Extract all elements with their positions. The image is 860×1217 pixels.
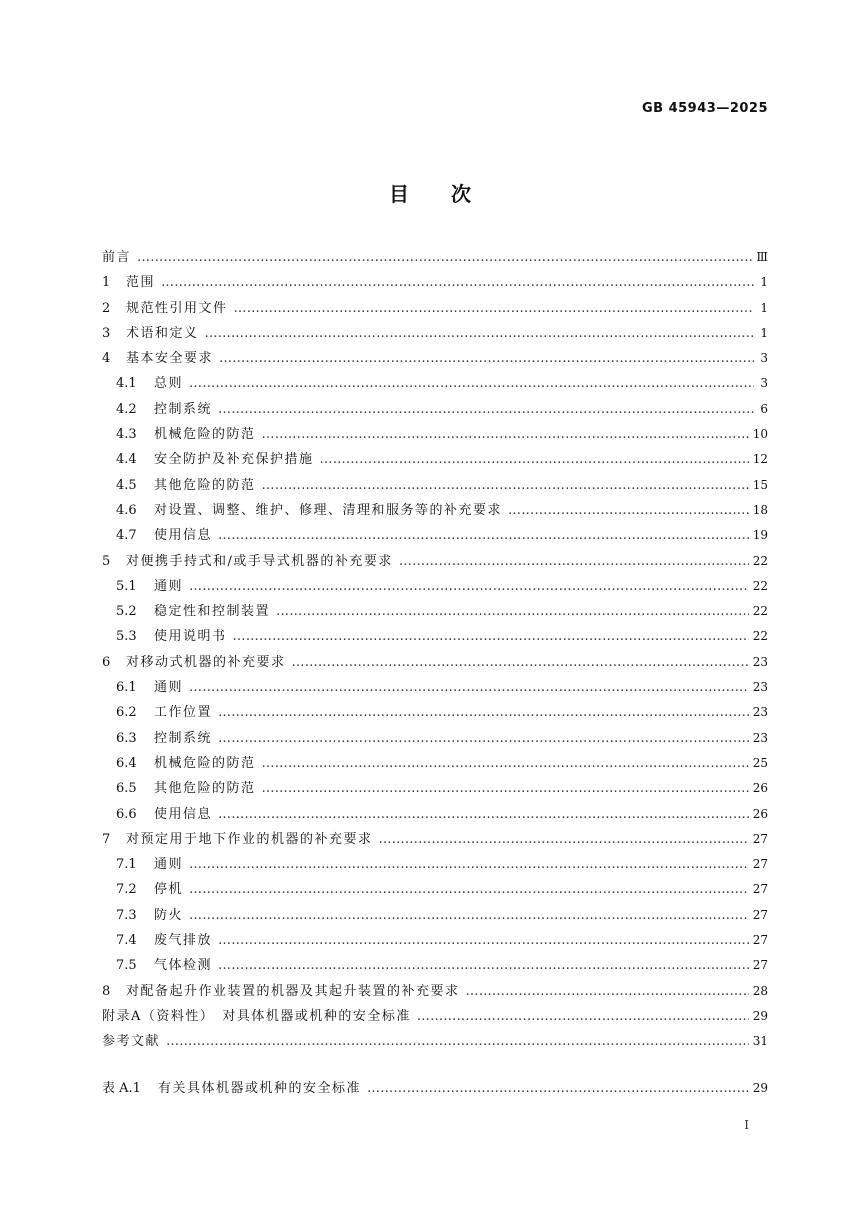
toc-entry[interactable] [102, 903, 768, 928]
toc-entry-label: 附录A（资料性） 对具体机器或机种的安全标准 [102, 1008, 411, 1024]
dot-leader [262, 751, 749, 776]
toc-entry-number: 7 [102, 831, 111, 847]
toc-entry-number: 5.1 [116, 578, 137, 594]
toc-entry-page: 22 [752, 553, 768, 568]
toc-entry-page: 26 [752, 806, 768, 821]
toc-entry-page: 27 [752, 831, 768, 846]
dot-leader [262, 776, 749, 801]
toc-entry-page: 22 [752, 604, 768, 619]
toc-entry-page: 27 [752, 857, 768, 872]
toc-entry-page: 3 [760, 376, 768, 391]
toc-entry-label: 其他危险的防范 [154, 781, 256, 797]
toc-entry-label: 通则 [154, 857, 184, 873]
toc-entry[interactable] [102, 1004, 768, 1029]
toc-entry-number: 8 [102, 983, 111, 999]
toc-entry-page: 31 [752, 1034, 768, 1049]
toc-entry[interactable] [102, 827, 768, 852]
toc-entry-number: 7.2 [116, 882, 137, 898]
toc-entry-page: 19 [752, 528, 768, 543]
toc-entry[interactable] [102, 574, 768, 599]
toc-entry-page: 23 [752, 680, 768, 695]
toc-entry-label: 其他危险的防范 [154, 477, 256, 493]
toc-entry-number: 7.1 [116, 857, 137, 873]
toc-entry-page: 25 [752, 755, 768, 770]
toc-entry-label: 对移动式机器的补充要求 [126, 654, 286, 670]
toc-entry-page: 23 [752, 705, 768, 720]
toc-entry-number: 6 [102, 654, 111, 670]
toc-entry-page: 18 [752, 502, 768, 517]
toc-entry-page: Ⅲ [756, 250, 768, 264]
toc-entry-number: 6.4 [116, 755, 137, 771]
dot-leader [137, 245, 752, 270]
toc-entry-number: 6.3 [116, 730, 137, 746]
toc-entry-label: 气体检测 [154, 958, 213, 974]
toc-entry-label: 基本安全要求 [126, 351, 214, 367]
dot-leader [262, 422, 749, 447]
toc-entry-number: 5.2 [116, 604, 137, 620]
dot-leader [276, 599, 749, 624]
dot-leader [189, 877, 749, 902]
toc-entry-label: 对便携手持式和/或手导式机器的补充要求 [126, 553, 393, 569]
toc-entry[interactable] [102, 726, 768, 751]
toc-entry-label: 通则 [154, 578, 184, 594]
toc-entry[interactable] [102, 700, 768, 725]
toc-entry-label: 参考文献 [102, 1034, 161, 1050]
page-title: 目次 [389, 182, 513, 206]
toc-entry-label: 控制系统 [154, 401, 213, 417]
dot-leader [218, 700, 749, 725]
toc-entry[interactable] [102, 852, 768, 877]
toc-entry[interactable] [102, 624, 768, 649]
toc-entry-page: 22 [752, 629, 768, 644]
toc-entry-page: 27 [752, 907, 768, 922]
dot-leader [508, 498, 749, 523]
dot-leader [218, 726, 749, 751]
dot-leader [292, 650, 749, 675]
toc-entry-page: 23 [752, 654, 768, 669]
dot-leader [189, 574, 749, 599]
toc-entry-label: 控制系统 [154, 730, 213, 746]
toc-entry-page: 15 [752, 477, 768, 492]
toc-entry-page: 1 [760, 300, 768, 315]
dot-leader [367, 1076, 749, 1101]
toc-entry[interactable] [102, 296, 768, 321]
standard-number: GB 45943—2025 [641, 101, 768, 116]
toc-entry-page: 23 [752, 730, 768, 745]
toc-entry-label: 使用说明书 [154, 629, 227, 645]
toc-entry-number: 6.5 [116, 781, 137, 797]
table-index [102, 1076, 768, 1101]
dot-leader [189, 675, 749, 700]
toc-entry-label: 通则 [154, 680, 184, 696]
toc-entry-page: 26 [752, 781, 768, 796]
toc-entry-label: 防火 [154, 907, 184, 923]
toc-entry[interactable] [102, 1076, 768, 1101]
dot-leader [166, 1029, 749, 1054]
footer-page-number: I [744, 1118, 749, 1132]
dot-leader [161, 270, 754, 295]
dot-leader [189, 371, 754, 396]
toc-entry-label: 工作位置 [154, 705, 213, 721]
table-of-contents [102, 245, 768, 1055]
toc-entry-label: 前言 [102, 250, 132, 265]
toc-entry-label: 范围 [126, 275, 156, 291]
toc-entry-number: 3 [102, 325, 111, 341]
toc-entry-page: 3 [760, 351, 768, 366]
toc-entry-page: 27 [752, 958, 768, 973]
dot-leader [218, 523, 749, 548]
dot-leader [234, 296, 754, 321]
toc-entry[interactable] [102, 776, 768, 801]
toc-entry[interactable] [102, 498, 768, 523]
toc-entry-label: 对预定用于地下作业的机器的补充要求 [126, 831, 373, 847]
toc-entry-page: 27 [752, 933, 768, 948]
toc-entry-number: 2 [102, 300, 111, 316]
toc-entry-page: 12 [752, 452, 768, 467]
toc-entry[interactable] [102, 523, 768, 548]
toc-entry-label: 安全防护及补充保护措施 [154, 452, 314, 468]
dot-leader [466, 979, 749, 1004]
toc-entry-number: 7.3 [116, 907, 137, 923]
dot-leader [189, 903, 749, 928]
toc-entry-number: 7.5 [116, 958, 137, 974]
toc-entry-label: 使用信息 [154, 528, 213, 544]
toc-entry-label: 机械危险的防范 [154, 427, 256, 443]
toc-entry[interactable] [102, 979, 768, 1004]
toc-entry[interactable] [102, 447, 768, 472]
toc-entry-label: 规范性引用文件 [126, 300, 228, 316]
toc-entry-label: 使用信息 [154, 806, 213, 822]
toc-entry[interactable] [102, 245, 768, 270]
toc-entry[interactable] [102, 802, 768, 827]
toc-entry-label: 废气排放 [154, 933, 213, 949]
toc-entry-page: 1 [760, 275, 768, 290]
toc-entry-page: 6 [760, 401, 768, 416]
toc-entry[interactable] [102, 270, 768, 295]
toc-entry[interactable] [102, 599, 768, 624]
toc-entry-label: 对配备起升作业装置的机器及其起升装置的补充要求 [126, 983, 460, 999]
toc-entry[interactable] [102, 346, 768, 371]
toc-entry[interactable] [102, 675, 768, 700]
toc-entry-page: 28 [752, 983, 768, 998]
toc-entry-page: 29 [752, 1081, 768, 1095]
toc-entry-number: 6.2 [116, 705, 137, 721]
dot-leader [218, 928, 749, 953]
toc-entry-number: 1 [102, 275, 111, 291]
dot-leader [218, 802, 749, 827]
toc-entry-number: 表 A.1 [102, 1081, 141, 1096]
toc-entry[interactable] [102, 371, 768, 396]
toc-entry-label: 总则 [154, 376, 184, 392]
toc-entry-number: 5.3 [116, 629, 137, 645]
toc-entry[interactable] [102, 877, 768, 902]
toc-entry-page: 1 [760, 325, 768, 340]
toc-entry-page: 29 [752, 1008, 768, 1023]
toc-entry-page: 22 [752, 578, 768, 593]
toc-entry-label: 有关具体机器或机种的安全标准 [158, 1081, 362, 1096]
toc-entry[interactable] [102, 549, 768, 574]
dot-leader [417, 1004, 749, 1029]
toc-entry[interactable] [102, 953, 768, 978]
toc-entry-page: 10 [752, 427, 768, 442]
toc-entry-label: 术语和定义 [126, 325, 199, 341]
toc-entry-page: 27 [752, 882, 768, 897]
dot-leader [219, 346, 754, 371]
toc-entry-number: 4.6 [116, 502, 137, 518]
toc-entry-number: 4.1 [116, 376, 137, 392]
dot-leader [320, 447, 749, 472]
dot-leader [233, 624, 749, 649]
toc-entry-number: 5 [102, 553, 111, 569]
dot-leader [205, 321, 754, 346]
dot-leader [218, 397, 754, 422]
dot-leader [399, 549, 749, 574]
toc-entry-label: 停机 [154, 882, 184, 898]
toc-entry-number: 7.4 [116, 933, 137, 949]
toc-entry[interactable] [102, 397, 768, 422]
toc-entry-label: 稳定性和控制装置 [154, 604, 271, 620]
toc-entry[interactable] [102, 650, 768, 675]
toc-entry-number: 4.5 [116, 477, 137, 493]
dot-leader [262, 473, 749, 498]
toc-entry-label: 机械危险的防范 [154, 755, 256, 771]
toc-entry-number: 4.7 [116, 528, 137, 544]
dot-leader [218, 953, 749, 978]
toc-entry[interactable] [102, 422, 768, 447]
toc-entry[interactable] [102, 928, 768, 953]
toc-entry[interactable] [102, 473, 768, 498]
toc-entry-number: 4.3 [116, 427, 137, 443]
toc-entry[interactable] [102, 321, 768, 346]
dot-leader [189, 852, 749, 877]
toc-entry[interactable] [102, 1029, 768, 1054]
toc-entry-number: 6.1 [116, 680, 137, 696]
toc-entry-label: 对设置、调整、维护、修理、清理和服务等的补充要求 [154, 502, 503, 518]
toc-entry-number: 4.2 [116, 401, 137, 417]
toc-entry-number: 4 [102, 351, 111, 367]
toc-entry-number: 6.6 [116, 806, 137, 822]
dot-leader [379, 827, 749, 852]
toc-entry[interactable] [102, 751, 768, 776]
toc-entry-number: 4.4 [116, 452, 137, 468]
